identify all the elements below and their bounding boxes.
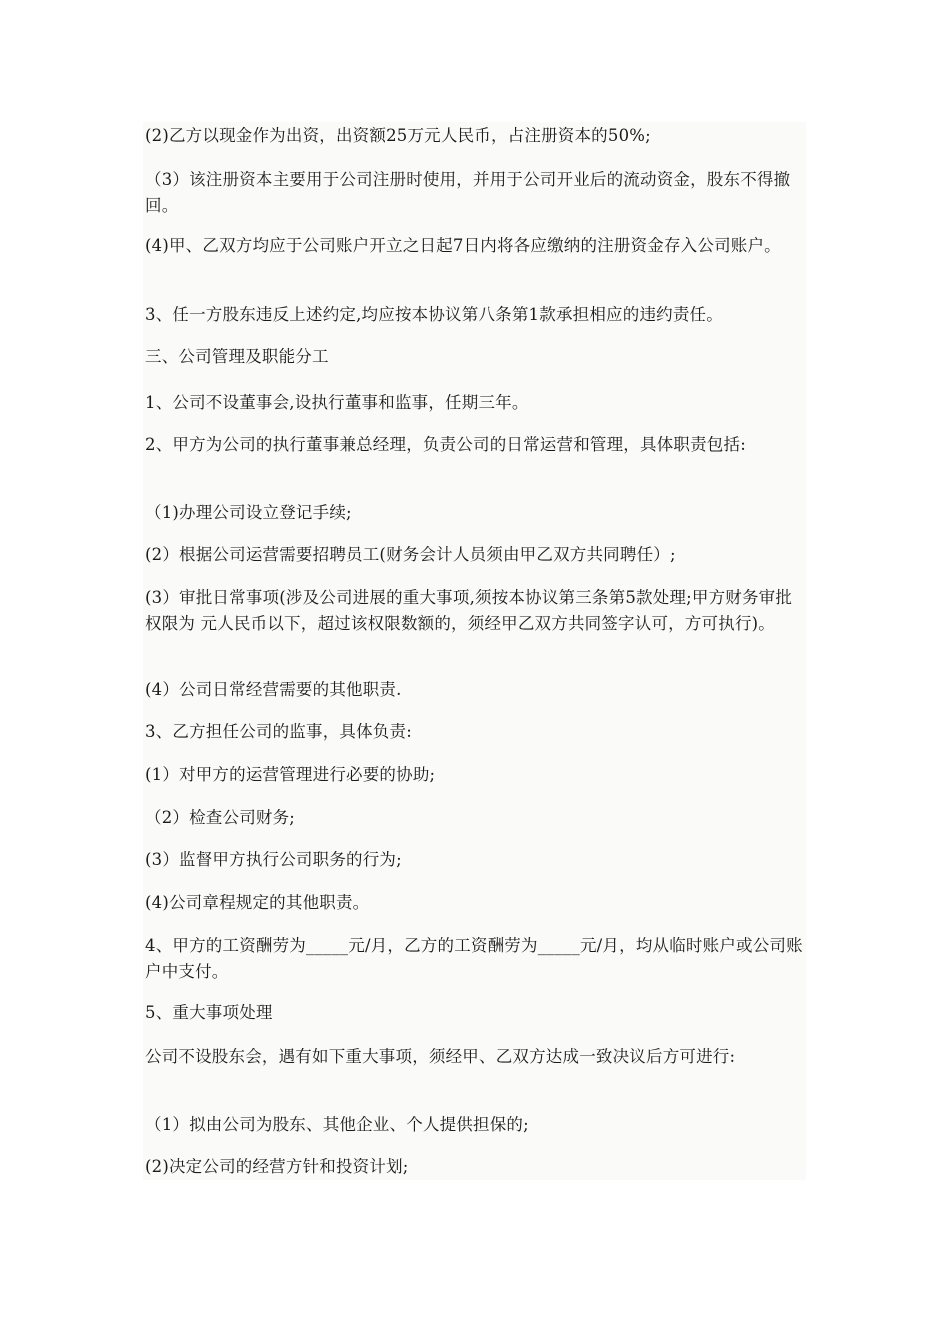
paragraph-15: (3）监督甲方执行公司职务的行为;: [145, 850, 402, 869]
paragraph-13: (1）对甲方的运营管理进行必要的协助;: [145, 765, 436, 784]
paragraph-16: (4)公司章程规定的其他职责。: [145, 893, 370, 912]
paragraph-9: (2）根据公司运营需要招聘员工(财务会计人员须由甲乙双方共同聘任）;: [145, 545, 676, 564]
paragraph-8: （1)办理公司设立登记手续;: [145, 503, 352, 522]
paragraph-7: 2、甲方为公司的执行董事兼总经理，负责公司的日常运营和管理，具体职责包括:: [145, 435, 746, 454]
paragraph-19: 公司不设股东会，遇有如下重大事项，须经甲、乙双方达成一致决议后方可进行:: [145, 1047, 736, 1066]
paragraph-1: (2)乙方以现金作为出资，出资额25万元人民币，占注册资本的50%;: [145, 126, 651, 145]
paragraph-6: 1、公司不设董事会,设执行董事和监事，任期三年。: [145, 393, 529, 412]
paragraph-18: 5、重大事项处理: [145, 1003, 273, 1022]
document-page: [143, 122, 806, 1180]
paragraph-3: (4)甲、乙双方均应于公司账户开立之日起7日内将各应缴纳的注册资金存入公司账户。: [145, 236, 781, 255]
paragraph-5: 三、公司管理及职能分工: [145, 347, 329, 366]
paragraph-11: (4）公司日常经营需要的其他职责.: [145, 680, 402, 699]
paragraph-12: 3、乙方担任公司的监事，具体负责:: [145, 722, 412, 741]
paragraph-4: 3、任一方股东违反上述约定,均应按本协议第八条第1款承担相应的违约责任。: [145, 305, 723, 324]
paragraph-20: （1）拟由公司为股东、其他企业、个人提供担保的;: [145, 1115, 529, 1134]
paragraph-14: （2）检查公司财务;: [145, 808, 296, 827]
paragraph-17: 4、甲方的工资酬劳为_____元/月，乙方的工资酬劳为_____元/月，均从临时账户或公司账户中支付。: [145, 936, 803, 981]
paragraph-10: (3）审批日常事项(涉及公司进展的重大事项,须按本协议第三条第5款处理;甲方财务审批权限为 元人民币以下，超过该权限数额的，须经甲乙双方共同签字认可，方可执行)。: [145, 588, 793, 633]
paragraph-2: （3）该注册资本主要用于公司注册时使用，并用于公司开业后的流动资金，股东不得撤回。: [145, 170, 791, 215]
paragraph-21: (2)决定公司的经营方针和投资计划;: [145, 1157, 409, 1176]
